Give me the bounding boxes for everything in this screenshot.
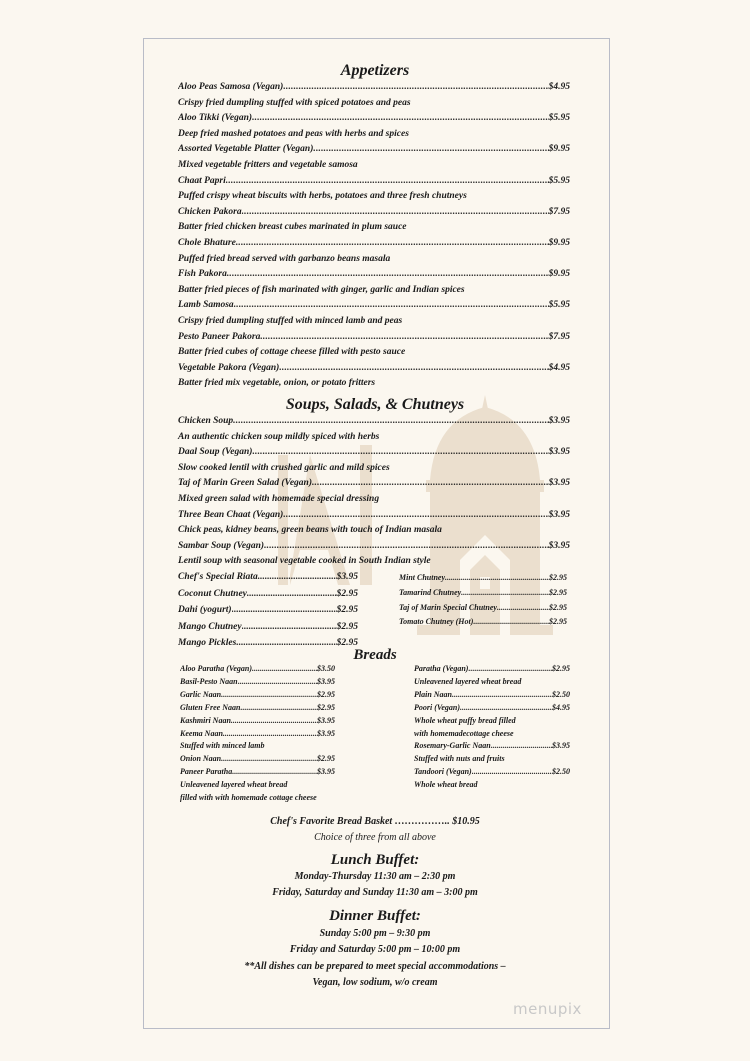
item-description: filled with with homemade cottage cheese [180,793,317,802]
bread-row [180,701,335,715]
chutney-row [399,615,567,629]
leader-dots [238,675,317,689]
item-name: Aloo Tikki (Vegan) [178,113,253,124]
item-price: $3.95 [317,728,335,738]
item-description: Crispy fried dumpling stuffed with minced lamb and peas [178,316,403,326]
leader-dots [252,111,549,126]
item-price: $2.95 [549,587,567,597]
item-price: $3.95 [548,540,570,551]
item-name: Taj of Marin Green Salad (Vegan) [178,478,312,489]
menu-item-row [178,414,570,429]
item-price: $3.95 [317,715,335,725]
menu-item-row [178,111,570,126]
leader-dots [473,615,549,629]
item-name: Aloo Paratha (Vegan) [180,664,253,673]
item-price: $2.95 [552,664,570,673]
leader-dots [252,445,548,460]
item-price: $5.95 [548,175,570,186]
item-description: Puffed fried bread served with garbanzo beans masala [178,253,391,264]
leader-dots [234,298,549,313]
item-description: Stuffed with nuts and fruits [414,754,505,764]
menu-item-row [178,205,570,220]
item-name: Chicken Soup [178,416,234,426]
item-name: Paneer Paratha [180,767,233,777]
leader-dots [497,601,549,615]
leader-dots [240,701,317,715]
bread-row [414,662,570,676]
item-price: $2.95 [317,754,335,764]
item-name: Mint Chutney [399,573,446,582]
item-description: Puffed crispy wheat biscuits with herbs, potatoes and three fresh chutneys [178,191,467,202]
leader-dots [460,701,552,715]
accommodations-options: Vegan, low sodium, w/o cream [312,977,438,988]
item-name: Dahi (yogurt) [178,605,232,615]
item-description: Lentil soup with seasonal vegetable cooked in South Indian style [178,556,431,567]
chutney-row [399,601,567,615]
accommodations-note: **All dishes can be prepared to meet special accommodations – [244,961,506,972]
item-name: Tandoori (Vegan) [414,767,472,777]
lunch-heading: Lunch Buffet: [330,852,420,868]
item-name: Lamb Samosa [178,300,234,311]
bread-basket: Chef's Favorite Bread Basket …………….. $10.95 [270,816,480,827]
lunch-hours-1: Monday-Thursday 11:30 am – 2:30 pm [294,871,456,882]
chutney-row [178,570,358,585]
menu-item-row [178,445,570,460]
leader-dots [279,361,548,376]
item-name: Poori (Vegan) [414,702,460,712]
bread-row [180,752,335,766]
item-price: $3.95 [317,767,335,777]
item-description: Chick peas, kidney beans, green beans with touch of Indian masala [178,525,442,536]
leader-dots [242,205,549,220]
breads-heading: Breads [353,647,397,663]
item-name: Kashmiri Naan [180,715,231,725]
lunch-hours-2: Friday, Saturday and Sunday 11:30 am – 3:00 pm [272,887,478,898]
bread-basket-note: Choice of three from all above [314,832,436,843]
leader-dots [221,688,317,702]
leader-dots [313,142,548,157]
item-description: Unleavened layered wheat bread [414,676,522,686]
menu-item-row [178,298,570,313]
bread-row [414,701,570,715]
item-description: Stuffed with minced lamb [180,741,265,751]
leader-dots [236,236,549,251]
item-name: Onion Naan [180,754,222,764]
leader-dots [472,765,552,779]
leader-dots [232,765,317,779]
leader-dots [283,80,548,95]
item-price: $5.95 [548,300,570,311]
item-price: $2.95 [336,605,358,615]
item-description: Slow cooked lentil with crushed garlic and mild spices [178,462,390,473]
item-description: Batter fried chicken breast cubes marinated in plum sauce [178,222,407,233]
item-price: $9.95 [548,238,570,248]
item-name: Plain Naan [414,689,453,699]
item-name: Chole Bhature [178,238,236,248]
item-price: $2.95 [317,702,335,712]
item-description: Mixed vegetable fritters and vegetable samosa [178,160,358,170]
leader-dots [264,539,549,554]
chutney-row [178,587,358,602]
item-name: Pesto Paneer Pakora [178,331,261,342]
item-price: $2.95 [549,617,567,627]
leader-dots [226,174,549,189]
item-name: Fish Pakora [178,269,227,280]
item-name: Mango Pickles [178,638,237,648]
leader-dots [461,586,549,600]
leader-dots [252,662,317,676]
leader-dots [233,414,548,429]
item-name: Assorted Vegetable Platter (Vegan) [178,144,314,155]
item-price: $3.95 [548,509,570,520]
item-price: $3.95 [548,416,570,426]
bread-row [180,714,335,728]
item-description: Whole wheat puffy bread filled [414,715,516,725]
item-name: Basil-Pesto Naan [180,676,238,686]
item-name: Chef's Special Riata [178,572,258,582]
item-description: with homemadecottage cheese [414,728,514,738]
item-name: Chicken Pakora [178,206,242,217]
bread-row [180,765,335,779]
leader-dots [242,620,337,635]
item-name: Coconut Chutney [178,588,247,599]
leader-dots [231,714,317,728]
item-price: $4.95 [552,702,570,712]
item-price: $2.95 [317,689,335,699]
item-name: Mango Chutney [178,621,242,632]
menu-item-row [178,476,570,491]
menu-item-row [178,539,570,554]
leader-dots [221,752,317,766]
item-price: $2.95 [336,638,358,648]
leader-dots [445,571,549,585]
dinner-hours-1: Sunday 5:00 pm – 9:30 pm [319,928,431,939]
bread-row [180,662,335,676]
item-price: $2.50 [552,767,570,777]
bread-row [414,739,570,753]
item-price: $4.95 [548,82,570,92]
item-price: $3.95 [317,676,335,686]
leader-dots [247,587,337,602]
leader-dots [258,570,337,585]
soups-heading: Soups, Salads, & Chutneys [285,396,465,413]
item-description: Deep fried mashed potatoes and peas with herbs and spices [178,128,409,139]
menupix-watermark: menupix [513,1000,582,1018]
leader-dots [223,727,317,741]
leader-dots [468,662,552,676]
leader-dots [452,688,552,702]
chutney-row [399,586,567,600]
item-price: $5.95 [548,113,570,124]
dinner-hours-2: Friday and Saturday 5:00 pm – 10:00 pm [289,944,461,955]
menu-item-row [178,330,570,345]
item-description: Batter fried mix vegetable, onion, or potato fritters [178,378,376,389]
item-price: $3.95 [548,478,570,489]
menu-item-row [178,142,570,157]
chutney-row [178,620,358,635]
bread-row [180,675,335,689]
item-description: An authentic chicken soup mildly spiced with herbs [178,431,380,442]
menu-item-row [178,236,570,251]
item-name: Tamarind Chutney [399,587,462,597]
item-description: Batter fried pieces of fish marinated with ginger, garlic and Indian spices [178,284,465,295]
item-price: $2.95 [549,602,567,612]
item-name: Paratha (Vegan) [414,664,469,673]
leader-dots [312,476,549,491]
menu-item-row [178,361,570,376]
item-name: Tomato Chutney (Hot) [399,617,474,627]
item-price: $9.95 [548,144,570,155]
item-name: Daal Soup (Vegan) [178,447,253,458]
item-price: $3.95 [552,741,570,751]
dinner-heading: Dinner Buffet: [329,908,421,924]
item-name: Aloo Peas Samosa (Vegan) [178,82,284,92]
appetizers-heading: Appetizers [340,62,410,79]
item-name: Sambar Soup (Vegan) [178,540,265,551]
item-price: $2.50 [552,689,570,699]
item-name: Keema Naan [180,728,223,738]
leader-dots [283,508,548,523]
leader-dots [491,739,552,753]
item-price: $3.95 [336,572,358,582]
menu-item-row [178,80,570,95]
item-price: $7.95 [548,331,570,342]
chutney-row [399,571,567,585]
menu-item-row [178,174,570,189]
item-price: $9.95 [548,269,570,280]
leader-dots [260,330,548,345]
item-price: $2.95 [336,588,358,599]
menu-item-row [178,508,570,523]
chutney-row [178,603,358,618]
item-name: Taj of Marin Special Chutney [399,602,497,612]
item-name: Gluten Free Naan [180,702,241,712]
item-name: Chaat Papri [178,175,226,186]
bread-row [180,727,335,741]
item-price: $2.95 [549,573,567,582]
bread-row [414,688,570,702]
item-name: Rosemary-Garlic Naan [414,741,491,751]
item-description: Mixed green salad with homemade special dressing [178,494,380,504]
item-description: Crispy fried dumpling stuffed with spiced potatoes and peas [178,97,411,108]
menu-item-row [178,267,570,282]
item-price: $3.50 [317,664,335,673]
item-description: Batter fried cubes of cottage cheese filled with pesto sauce [178,347,406,358]
item-name: Garlic Naan [180,689,222,699]
item-description: Unleavened layered wheat bread [180,780,288,790]
item-description: Whole wheat bread [414,780,478,790]
item-price: $3.95 [548,447,570,458]
leader-dots [232,603,337,618]
item-price: $7.95 [548,206,570,217]
leader-dots [227,267,549,282]
item-name: Three Bean Chaat (Vegan) [178,509,284,520]
item-price: $2.95 [336,621,358,632]
bread-row [180,688,335,702]
bread-row [414,765,570,779]
item-name: Vegetable Pakora (Vegan) [178,362,280,373]
item-price: $4.95 [548,362,570,373]
